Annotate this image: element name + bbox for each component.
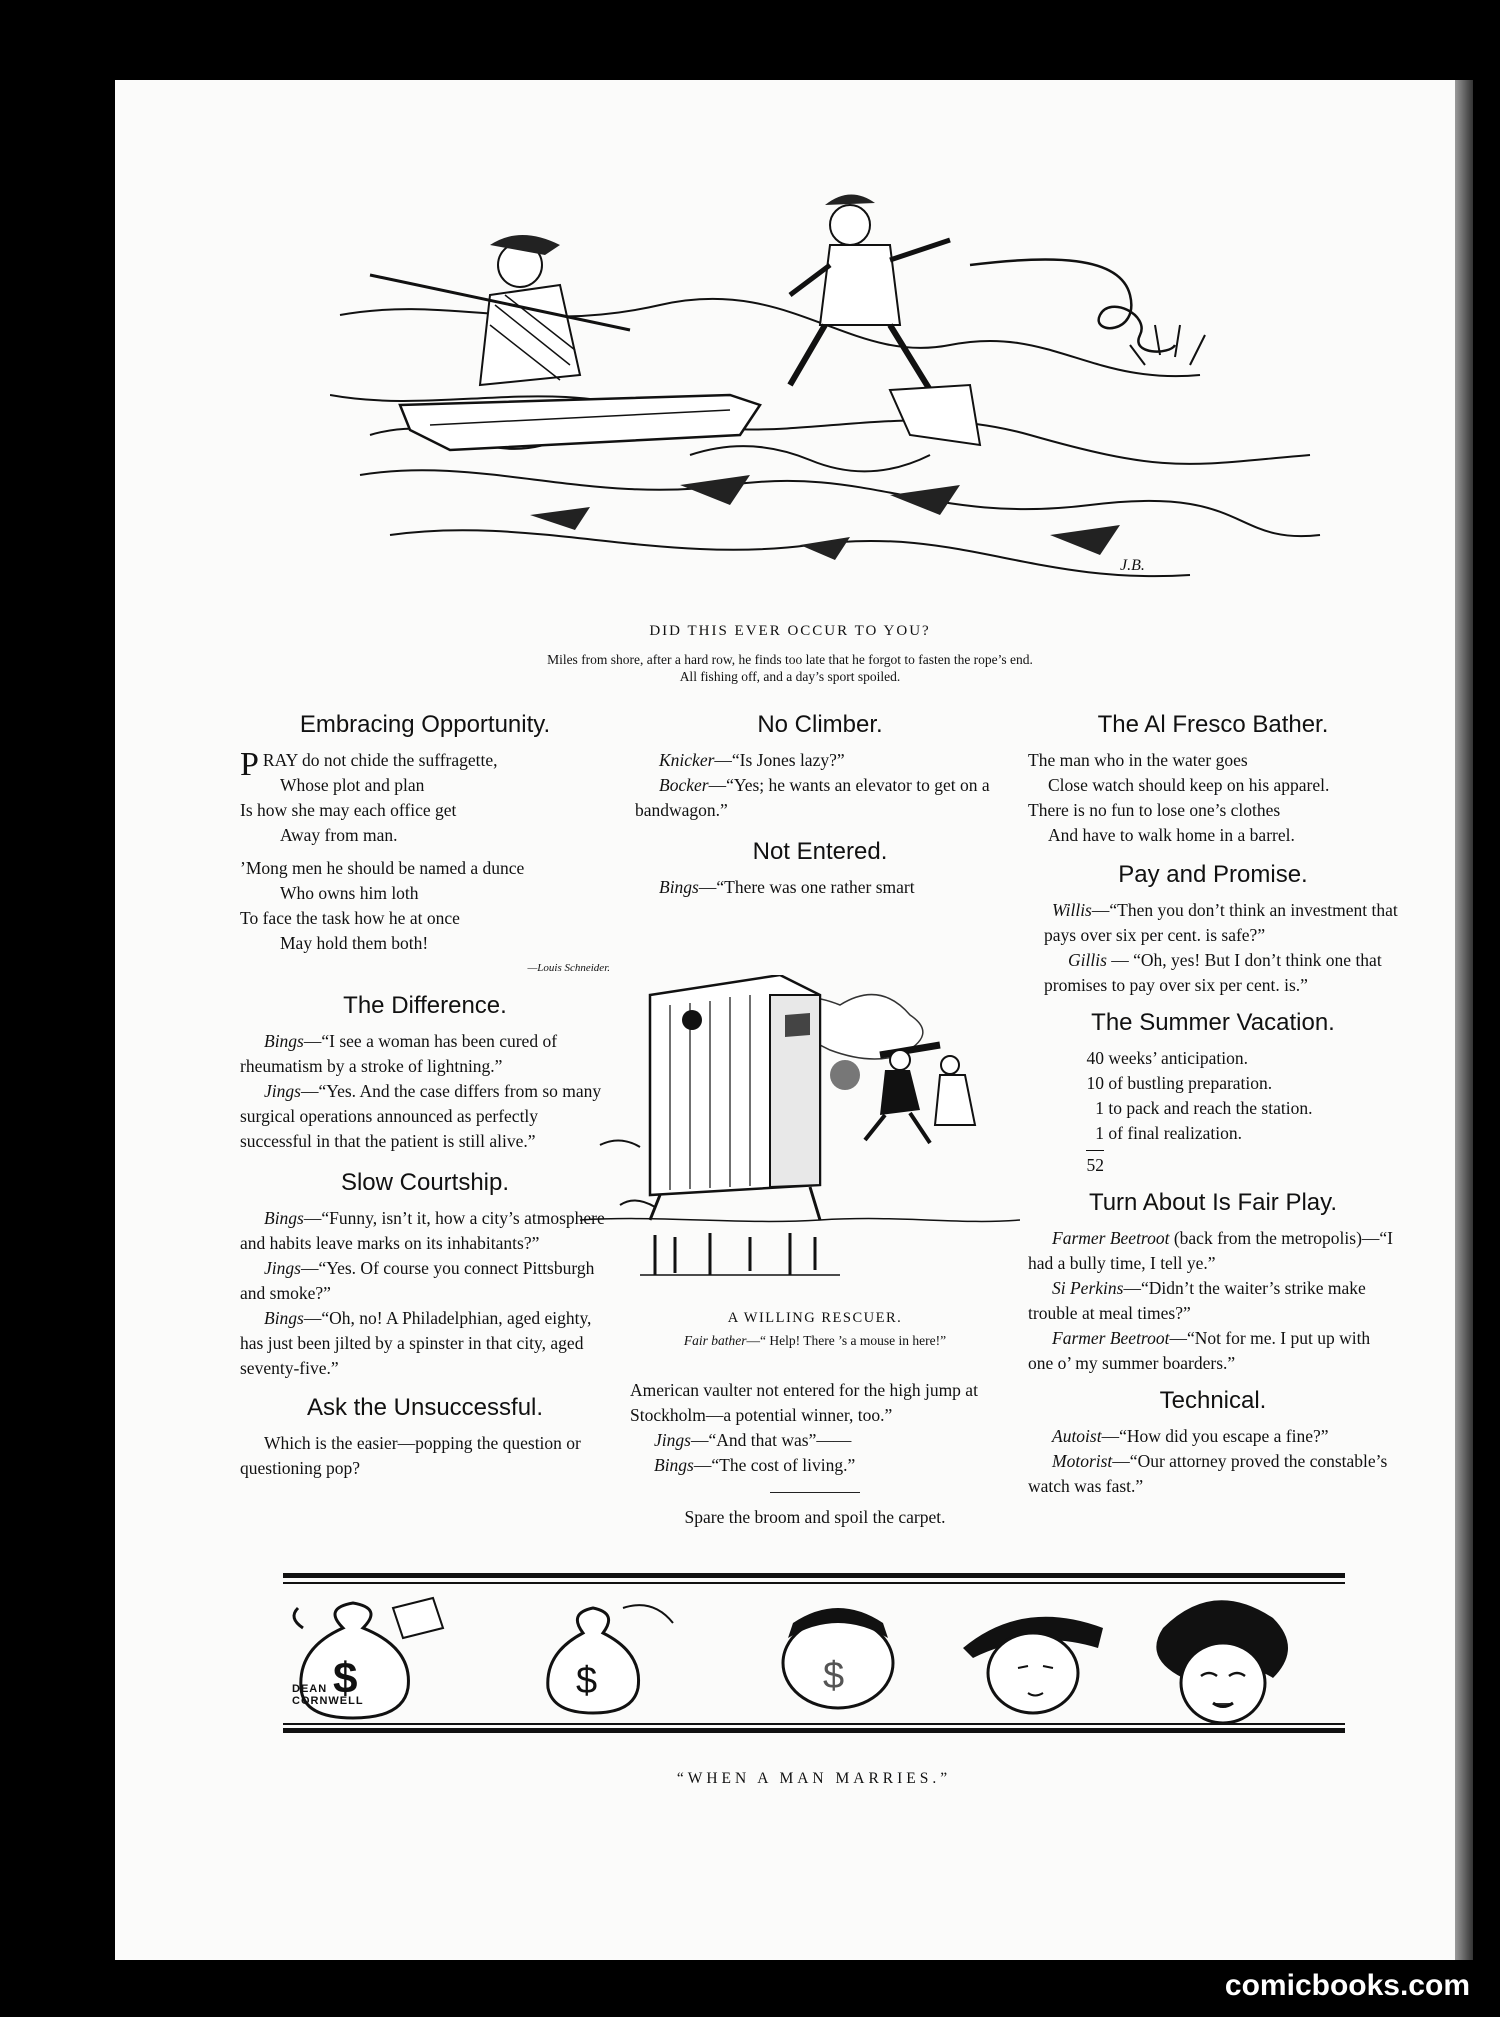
woman-hat-face-icon [963,1617,1103,1713]
entered-title: Not Entered. [752,838,888,865]
poem-line: And have to walk home in a barrel. [1048,825,1295,845]
courtship-title: Slow Courtship. [340,1169,510,1196]
unsuccessful-text: Which is the easier—popping the question or questioning pop? [240,1433,581,1478]
boat-cartoon-illustration [330,185,1330,605]
vacation-label: of bustling preparation. [1108,1073,1273,1093]
speaker: Jings [654,1430,691,1450]
speaker: Bings [264,1308,304,1328]
speaker: Knicker [659,750,715,770]
dialogue: —“Our attorney proved the constable’s watch was fast.” [1028,1451,1388,1496]
site-watermark: comicbooks.com [1224,1969,1470,2002]
vacation-number: 1 [1095,1123,1104,1143]
promise-title: Pay and Promise. [1118,861,1308,888]
dialogue: — “Oh, yes! But I don’t think one that promises to pay over six per cent. is.” [1044,950,1382,995]
strip-top-rule [283,1573,1345,1578]
poem-credit: —Louis Schneider. [527,962,610,974]
speaker: Bings [264,1208,304,1228]
speaker: Farmer Beetroot [1052,1328,1170,1348]
broom-line: Spare the broom and spoil the carpet. [684,1507,946,1527]
svg-text:$: $ [576,1660,598,1702]
column-middle [635,710,1005,900]
speaker: Si Perkins [1052,1278,1124,1298]
speaker: Fair bather [683,1333,747,1348]
dialogue: —“How did you escape a fine?” [1101,1426,1329,1446]
outhouse-illustration [580,975,1020,1305]
speaker: Bings [654,1455,694,1475]
dialogue: —“Yes; he wants an elevator to get on a bandwagon.” [635,775,990,820]
fairplay-title: Turn About Is Fair Play. [1088,1189,1338,1216]
vacation-label: weeks’ anticipation. [1108,1048,1248,1068]
dialogue: —“Didn’t the waiter’s strike make trouble at meal times?” [1028,1278,1366,1323]
vacation-total: 52 [1086,1155,1104,1175]
climber-title: No Climber. [757,711,883,738]
fresco-title: The Al Fresco Bather. [1097,711,1329,738]
poem-line: Who owns him loth [280,883,419,903]
poem-line: To face the task how he at once [240,908,460,928]
when-a-man-marries-strip [283,1588,1345,1723]
top-caption-line-2: All fishing off, and a day’s sport spoiled. [679,669,901,684]
speaker: Bocker [659,775,709,795]
vacation-title: The Summer Vacation. [1091,1009,1335,1036]
dialogue: —“Funny, isn’t it, how a city’s atmosphere and habits leave marks on its inhabitants?” [240,1208,605,1253]
woman-face-icon [1156,1600,1288,1723]
money-bag-small-icon [548,1605,673,1713]
strip-bottom-rule-thin [283,1723,1345,1725]
dialogue: —“I see a woman has been cured of rheumatism by a stroke of lightning.” [240,1031,558,1076]
page-edge [1455,80,1473,1960]
vacation-table [1028,1046,1398,1178]
speaker: Willis [1052,900,1092,920]
speaker: Autoist [1052,1426,1102,1446]
dialogue: —“Is Jones lazy?” [714,750,845,770]
artist-signature: DEAN CORNWELL [292,1683,364,1707]
vacation-number: 40 [1086,1048,1104,1068]
dialogue: —“Not for me. I put up with one o’ my summer boarders.” [1028,1328,1371,1373]
poem-line: There is no fun to lose one’s clothes [1028,800,1281,820]
technical-title: Technical. [1159,1387,1267,1414]
dialogue: —“ Help! There ’s a mouse in here!” [746,1333,947,1348]
strip-top-rule-thin [283,1582,1345,1584]
poem-line: Whose plot and plan [280,775,425,795]
poem-line: RAY do not chide the suffragette, [262,750,498,770]
difference-title: The Difference. [343,992,507,1019]
sum-rule [1086,1150,1104,1151]
top-caption-title: DID THIS EVER OCCUR TO YOU? [649,623,931,639]
speaker: Motorist [1052,1451,1113,1471]
rescuer-caption-title: A WILLING RESCUER. [727,1310,903,1326]
dialogue: (back from the metropolis)—“I had a bully time, I tell ye.” [1028,1228,1393,1273]
entered-continued: American vaulter not entered for the high jump at Stockholm—a potential winner, too.” [630,1380,978,1425]
column-right [1028,710,1398,1499]
drop-cap: P [240,746,259,783]
poem-line: The man who in the water goes [1028,750,1248,770]
column-left [240,710,610,1481]
embracing-title: Embracing Opportunity. [299,711,551,738]
dialogue: —“Yes. Of course you connect Pittsburgh and smoke?” [240,1258,595,1303]
speaker: Bings [264,1031,304,1051]
poem-line: ’Mong men he should be named a dunce [240,858,525,878]
svg-text:$: $ [333,1654,358,1703]
poem-line: May hold them both! [280,933,429,953]
dialogue: —“And that was”—— [690,1430,852,1450]
speaker: Farmer Beetroot [1052,1228,1170,1248]
top-caption-line-1: Miles from shore, after a hard row, he finds too late that he forgot to fasten the rope’s end. [547,652,1033,667]
vacation-number: 1 [1095,1098,1104,1118]
dialogue: —“Yes. And the case differs from so many surgical operations announced as perfectly successful in that the patient is still alive.” [240,1081,602,1151]
face-coin-icon [783,1608,893,1708]
poem-line: Away from man. [280,825,398,845]
strip-bottom-rule [283,1728,1345,1733]
vacation-label: of final realization. [1108,1123,1242,1143]
speaker: Bings [659,877,699,897]
dialogue: —“There was one rather smart [698,877,915,897]
rescuer-caption-quote [600,1333,1030,1349]
vacation-label: to pack and reach the station. [1108,1098,1313,1118]
svg-text:$: $ [823,1655,845,1697]
dialogue: —“Then you don’t think an investment that pays over six per cent. is safe?” [1044,900,1398,945]
vacation-number: 10 [1086,1073,1104,1093]
poem-line: Is how she may each office get [240,800,457,820]
speaker: Jings [264,1258,301,1278]
dialogue: —“Oh, no! A Philadelphian, aged eighty, has just been jilted by a spinster in that city, aged seventy-five.” [240,1308,592,1378]
speaker: Gillis [1068,950,1107,970]
dialogue: —“The cost of living.” [693,1455,856,1475]
unsuccessful-title: Ask the Unsuccessful. [306,1394,544,1421]
poem-line: Close watch should keep on his apparel. [1048,775,1330,795]
separator-rule [770,1492,860,1493]
svg-text:J.B.: J.B. [1120,557,1145,574]
speaker: Jings [264,1081,301,1101]
column-middle-lower [630,1378,1000,1530]
bottom-caption: “WHEN A MAN MARRIES.” [676,1770,952,1787]
